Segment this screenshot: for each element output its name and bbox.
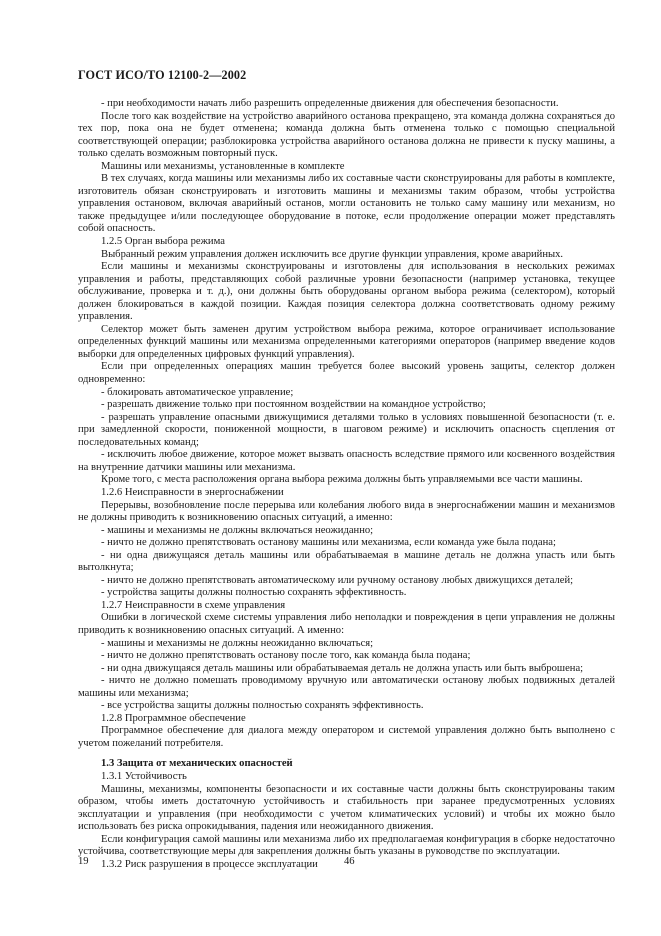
section-heading: 1.2.8 Программное обеспечение — [101, 712, 246, 724]
paragraph: В тех случаях, когда машины или механизмы либо их составные части сконструированы для работы в комплекте, изготовитель обязан сконструировать и изготовить машины и механизмы таким образом, чтобы устройства управления остановом, включая аварийный останов, могли остановить не только саму машину или механизм, но также предыдущее и/или последующее оборудование в потоке, если продолжение операции может представлять собой опасность. — [78, 173, 615, 235]
list-item: - ничто не должно препятствовать останову после того, как команда была подана; — [101, 650, 471, 662]
paragraph: Выбранный режим управления должен исключить все другие функции управления, кроме аварийных. — [101, 248, 564, 260]
paragraph: Если машины и механизмы сконструированы и изготовлены для использования в нескольких режимах управления и работы, представляющих собой различные уровни безопасности (например установка, текущее обслуживание, проверка и т. д.), они должны быть оборудованы органом выбора режима (селектором), который должен блокироваться в каждой позиции. Каждая позиция селектора должна соответствовать одному режиму управления. — [78, 261, 615, 323]
paragraph: - при необходимости начать либо разрешить определенные движения для обеспечения безопасности. — [101, 98, 559, 109]
section-heading: 1.3.1 Устойчивость — [101, 770, 187, 782]
paragraph: Машины, механизмы, компоненты безопасности и их составные части должны быть сконструированы таким образом, чтобы иметь достаточную устойчивость и стабильность при заранее предусмотренных условиях эксплуатации и управления (при необходимости с учетом климатических условий) и чтобы их можно было использовать без риска опрокидывания, падения или неожиданного движения. — [78, 783, 615, 833]
subheading: Машины или механизмы, установленные в комплекте — [101, 160, 345, 172]
list-item: - блокировать автоматическое управление; — [101, 386, 294, 398]
list-item: - машины и механизмы не должны включаться неожиданно; — [101, 524, 374, 536]
section-heading-bold: 1.3 Защита от механических опасностей — [101, 758, 293, 770]
section-heading: 1.2.5 Орган выбора режима — [101, 236, 225, 248]
list-item: - машины и механизмы не должны неожиданно включаться; — [101, 637, 374, 649]
list-item: - разрешать управление опасными движущимися деталями только в условиях повышенной безопасности (т. е. при замедленной скорости, пониженной мощности, в шаговом режиме) и исключить опасность сцепления от последовательных команд; — [78, 411, 615, 448]
paragraph: Если при определенных операциях машин требуется более высокий уровень защиты, селектор должен одновременно: — [78, 361, 615, 386]
section-heading: 1.2.6 Неисправности в энергоснабжении — [101, 486, 284, 498]
paragraph: Ошибки в логической схеме системы управления либо неполадки и повреждения в цепи управления не должны приводить к возникновению опасных ситуаций. А именно: — [78, 612, 615, 636]
list-item: - разрешать движение только при постоянном воздействии на командное устройство; — [101, 399, 486, 411]
list-item: - все устройства защиты должны полностью сохранять эффективность. — [101, 700, 424, 712]
list-item: - ни одна движущаяся деталь машины или обрабатываемая деталь не должна упасть или быть выброшена; — [101, 662, 584, 674]
paragraph: Селектор может быть заменен другим устройством выбора режима, которое ограничивает использование определенных функций машины или механизма определенными категориями операторов (например введение кодов выборки для определенных цифровых функций управления). — [78, 323, 615, 360]
list-item: - ни одна движущаяся деталь машины или обрабатываемая в машине деталь не должна упасть или быть вытолкнута; — [78, 549, 615, 574]
paragraph: Кроме того, с места расположения органа выбора режима должны быть управляемыми все части машины. — [101, 474, 583, 486]
document-body — [78, 98, 615, 871]
paragraph: Программное обеспечение для диалога между оператором и системой управления должно быть выполнено с учетом пожеланий потребителя. — [78, 725, 615, 749]
paragraph: После того как воздействие на устройство аварийного останова прекращено, эта команда должна сохраняться до тех пор, пока она не будет отменена; команда должна быть отменена только с помощью специальной соответствующей операции; разблокировка устройства аварийного останова должна не привести к пуску машины, а только сделать возможным повторный пуск. — [78, 110, 615, 160]
section-heading: 1.3.2 Риск разрушения в процессе эксплуатации — [101, 858, 318, 870]
list-item: - исключить любое движение, которое может вызвать опасность вследствие прямого или косвенного воздействия на внутренние датчики машины или механизма. — [78, 449, 615, 473]
paragraph: Если конфигурация самой машины или механизма либо их предполагаемая конфигурация в сборке недостаточно устойчива, соответствующие меры для закрепления должны быть указаны в руководстве по эксплуатации. — [78, 833, 615, 858]
section-heading: 1.2.7 Неисправности в схеме управления — [101, 599, 286, 611]
paragraph: Перерывы, возобновление после перерыва или колебания любого вида в энергоснабжении машин и механизмов не должны приводить к возникновению опасных ситуаций, а именно: — [78, 499, 615, 524]
list-item: - ничто не должно помешать проводимому вручную или автоматически останову любых подвижных деталей машины или механизма; — [78, 675, 615, 699]
page-number-center: 46 — [344, 856, 355, 867]
document-header: ГОСТ ИСО/ТО 12100-2—2002 — [78, 68, 247, 82]
list-item: - ничто не должно препятствовать останову машины или механизма, если команда уже была подана; — [101, 537, 556, 549]
list-item: - устройства защиты должны полностью сохранять эффективность. — [101, 587, 407, 599]
page-number-left: 19 — [78, 856, 89, 867]
list-item: - ничто не должно препятствовать автоматическому или ручному останову любых движущихся деталей; — [101, 574, 574, 586]
